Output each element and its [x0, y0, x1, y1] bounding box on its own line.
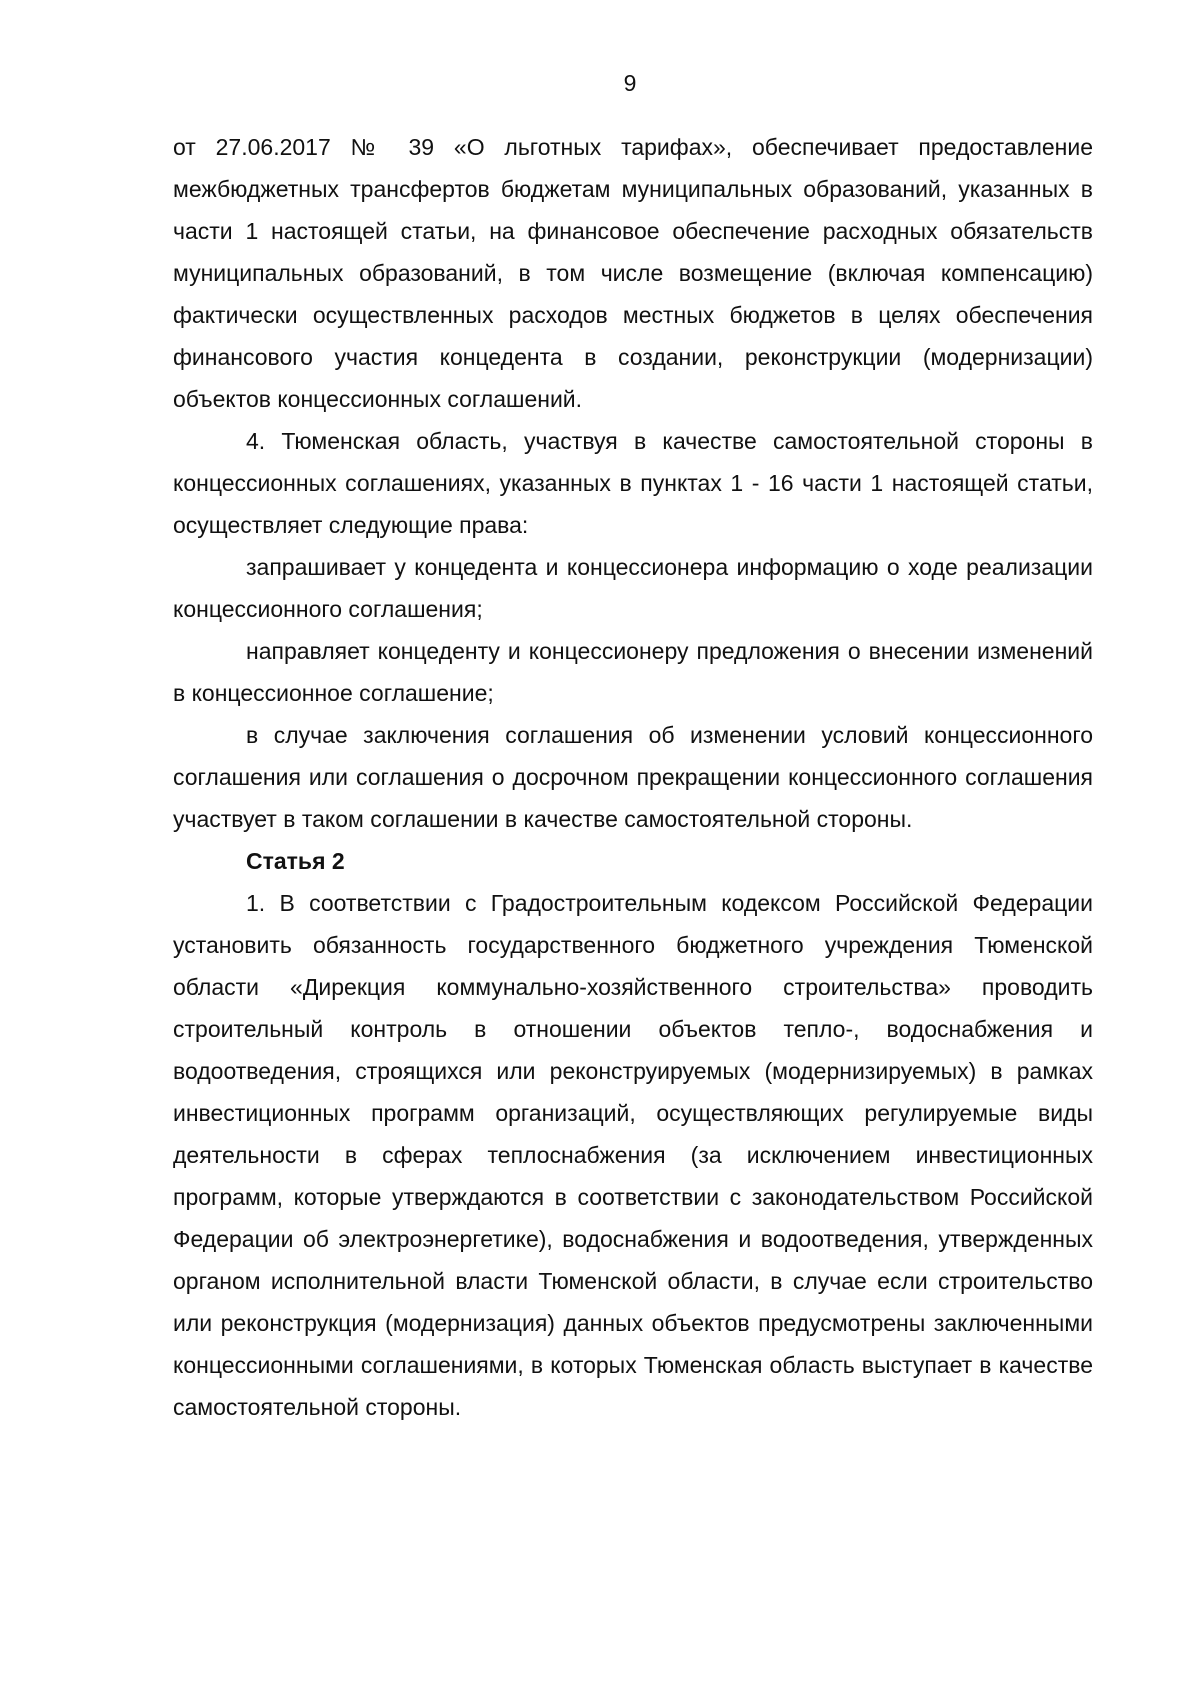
article-2-paragraph-1: 1. В соответствии с Градостроительным кодексом Российской Федерации установить обязанность государственного бюджетного учреждения Тюменской области «Дирекция коммунально-хозяйственного строительства» проводить строительный контроль в отношении объектов тепло-, водоснабжения и водоотведения, строящихся или реконструируемых (модернизируемых) в рамках инвестиционных программ организаций, осуществляющих регулируемые виды деятельности в сферах теплоснабжения (за исключением инвестиционных программ, которые утверждаются в соответствии с законодательством Российской Федерации об электроэнергетике), водоснабжения и водоотведения, утвержденных органом исполнительной власти Тюменской области, в случае если строительство или реконструкция (модернизация) данных объектов предусмотрены заключенными концессионными соглашениями, в которых Тюменская область выступает в качестве самостоятельной стороны.: [173, 890, 1093, 1420]
paragraph-right-request-info: запрашивает у концедента и концессионера информацию о ходе реализации концессионного соглашения;: [173, 554, 1093, 622]
article-2-heading: Статья 2: [246, 848, 345, 874]
paragraph-right-participate: в случае заключения соглашения об изменении условий концессионного соглашения или соглашения о досрочном прекращении концессионного соглашения участвует в таком соглашении в качестве самостоятельной стороны.: [173, 722, 1093, 832]
paragraph-right-send-proposals: направляет концеденту и концессионеру предложения о внесении изменений в концессионное соглашение;: [173, 638, 1093, 706]
paragraph-item-4: 4. Тюменская область, участвуя в качестве самостоятельной стороны в концессионных соглашениях, указанных в пунктах 1 - 16 части 1 настоящей статьи, осуществляет следующие права:: [173, 428, 1093, 538]
document-body: [173, 126, 1093, 1428]
page-number: 9: [623, 70, 637, 96]
paragraph-continuation: от 27.06.2017 № 39 «О льготных тарифах», обеспечивает предоставление межбюджетных трансфертов бюджетам муниципальных образований, указанных в части 1 настоящей статьи, на финансовое обеспечение расходных обязательств муниципальных образований, в том числе возмещение (включая компенсацию) фактически осуществленных расходов местных бюджетов в целях обеспечения финансового участия концедента в создании, реконструкции (модернизации) объектов концессионных соглашений.: [173, 134, 1093, 412]
